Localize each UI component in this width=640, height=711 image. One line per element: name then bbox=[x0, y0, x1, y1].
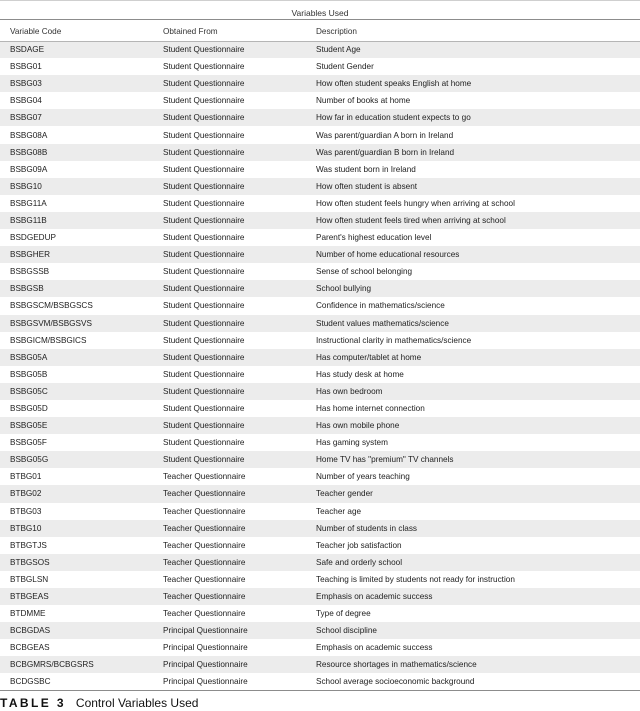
table-caption bbox=[0, 695, 640, 711]
table-body bbox=[0, 41, 640, 691]
cell-obtained-from: Student Questionnaire bbox=[163, 369, 245, 379]
cell-variable-code: BSBG11A bbox=[10, 198, 47, 208]
cell-description: How often student is absent bbox=[316, 181, 418, 191]
cell-variable-code: BCBGEAS bbox=[10, 643, 50, 653]
cell-variable-code: BSDAGE bbox=[10, 45, 45, 55]
cell-variable-code: BSBG10 bbox=[10, 181, 42, 191]
column-header-obtained-from: Obtained From bbox=[163, 26, 218, 36]
table-row bbox=[0, 58, 640, 75]
cell-obtained-from: Principal Questionnaire bbox=[163, 643, 248, 653]
cell-description: Instructional clarity in mathematics/science bbox=[316, 335, 472, 345]
table-row bbox=[0, 622, 640, 639]
table-row bbox=[0, 178, 640, 195]
cell-description: Sense of school belonging bbox=[316, 267, 413, 277]
cell-variable-code: BSBGSB bbox=[10, 284, 44, 294]
table-row bbox=[0, 400, 640, 417]
table-group-heading: Variables Used bbox=[0, 0, 640, 20]
cell-variable-code: BTBG02 bbox=[10, 489, 42, 499]
table-row bbox=[0, 280, 640, 297]
cell-obtained-from: Student Questionnaire bbox=[163, 164, 245, 174]
cell-variable-code: BSBGHER bbox=[10, 250, 51, 260]
table-row bbox=[0, 656, 640, 673]
cell-variable-code: BSBGICM/BSBGICS bbox=[10, 335, 87, 345]
cell-obtained-from: Teacher Questionnaire bbox=[163, 609, 246, 619]
cell-obtained-from: Teacher Questionnaire bbox=[163, 472, 246, 482]
cell-variable-code: BSBGSCM/BSBGSCS bbox=[10, 301, 93, 311]
table-row bbox=[0, 537, 640, 554]
cell-variable-code: BSBG05E bbox=[10, 421, 48, 431]
table-row bbox=[0, 383, 640, 400]
table-row bbox=[0, 366, 640, 383]
cell-obtained-from: Student Questionnaire bbox=[163, 318, 245, 328]
cell-variable-code: BSBG07 bbox=[10, 113, 42, 123]
cell-description: School discipline bbox=[316, 626, 377, 636]
cell-description: Has study desk at home bbox=[316, 369, 404, 379]
cell-variable-code: BSBG04 bbox=[10, 96, 42, 106]
cell-variable-code: BCBGDAS bbox=[10, 626, 51, 636]
cell-obtained-from: Principal Questionnaire bbox=[163, 660, 248, 670]
table-header-row bbox=[0, 20, 640, 41]
cell-obtained-from: Teacher Questionnaire bbox=[163, 557, 246, 567]
cell-obtained-from: Student Questionnaire bbox=[163, 79, 245, 89]
cell-variable-code: BSBG05G bbox=[10, 455, 49, 465]
cell-variable-code: BTBGSOS bbox=[10, 557, 50, 567]
cell-variable-code: BSBGSSB bbox=[10, 267, 50, 277]
cell-description: Was parent/guardian B born in Ireland bbox=[316, 147, 455, 157]
cell-variable-code: BTBG03 bbox=[10, 506, 42, 516]
cell-variable-code: BCBGMRS/BCBGSRS bbox=[10, 660, 94, 670]
table-row bbox=[0, 605, 640, 622]
control-variables-table bbox=[0, 20, 640, 691]
cell-description: Has computer/tablet at home bbox=[316, 352, 422, 362]
column-header-description: Description bbox=[316, 26, 357, 36]
cell-description: Has gaming system bbox=[316, 438, 388, 448]
cell-description: Has own mobile phone bbox=[316, 421, 400, 431]
cell-description: How often student feels tired when arriving at school bbox=[316, 215, 506, 225]
cell-variable-code: BSBG09A bbox=[10, 164, 48, 174]
table-row bbox=[0, 520, 640, 537]
cell-obtained-from: Student Questionnaire bbox=[163, 45, 245, 55]
cell-variable-code: BTDMME bbox=[10, 609, 46, 619]
cell-obtained-from: Student Questionnaire bbox=[163, 352, 245, 362]
cell-obtained-from: Teacher Questionnaire bbox=[163, 489, 246, 499]
cell-variable-code: BTBGLSN bbox=[10, 574, 49, 584]
cell-description: Number of home educational resources bbox=[316, 250, 460, 260]
cell-description: Student values mathematics/science bbox=[316, 318, 449, 328]
cell-obtained-from: Student Questionnaire bbox=[163, 438, 245, 448]
cell-description: Emphasis on academic success bbox=[316, 643, 433, 653]
table-row bbox=[0, 195, 640, 212]
cell-description: How often student speaks English at home bbox=[316, 79, 472, 89]
table-row bbox=[0, 297, 640, 314]
cell-description: Resource shortages in mathematics/science bbox=[316, 660, 477, 670]
cell-variable-code: BSBG03 bbox=[10, 79, 42, 89]
cell-variable-code: BSBG05F bbox=[10, 438, 47, 448]
cell-variable-code: BSDGEDUP bbox=[10, 233, 56, 243]
table-row bbox=[0, 485, 640, 502]
cell-description: School bullying bbox=[316, 284, 372, 294]
cell-obtained-from: Principal Questionnaire bbox=[163, 626, 248, 636]
cell-obtained-from: Student Questionnaire bbox=[163, 147, 245, 157]
cell-obtained-from: Student Questionnaire bbox=[163, 404, 245, 414]
cell-obtained-from: Student Questionnaire bbox=[163, 250, 245, 260]
cell-obtained-from: Student Questionnaire bbox=[163, 215, 245, 225]
cell-description: Emphasis on academic success bbox=[316, 592, 433, 602]
cell-description: School average socioeconomic background bbox=[316, 677, 475, 687]
table-row bbox=[0, 639, 640, 656]
cell-obtained-from: Student Questionnaire bbox=[163, 62, 245, 72]
cell-obtained-from: Principal Questionnaire bbox=[163, 677, 248, 687]
cell-description: Parent's highest education level bbox=[316, 233, 432, 243]
cell-variable-code: BTBG01 bbox=[10, 472, 42, 482]
cell-variable-code: BCDGSBC bbox=[10, 677, 51, 687]
table-row bbox=[0, 161, 640, 178]
cell-obtained-from: Student Questionnaire bbox=[163, 96, 245, 106]
table-row bbox=[0, 468, 640, 485]
cell-description: Teacher job satisfaction bbox=[316, 540, 402, 550]
cell-description: Confidence in mathematics/science bbox=[316, 301, 445, 311]
cell-description: Teacher age bbox=[316, 506, 362, 516]
table-row bbox=[0, 588, 640, 605]
cell-description: How far in education student expects to go bbox=[316, 113, 471, 123]
cell-obtained-from: Student Questionnaire bbox=[163, 421, 245, 431]
cell-obtained-from: Student Questionnaire bbox=[163, 113, 245, 123]
table-row bbox=[0, 126, 640, 143]
cell-obtained-from: Student Questionnaire bbox=[163, 130, 245, 140]
table-row bbox=[0, 41, 640, 58]
cell-description: Has own bedroom bbox=[316, 386, 383, 396]
cell-description: Home TV has "premium" TV channels bbox=[316, 455, 454, 465]
table-row bbox=[0, 75, 640, 92]
cell-obtained-from: Teacher Questionnaire bbox=[163, 540, 246, 550]
table-row bbox=[0, 263, 640, 280]
cell-description: Number of years teaching bbox=[316, 472, 410, 482]
table-row bbox=[0, 571, 640, 588]
cell-obtained-from: Student Questionnaire bbox=[163, 267, 245, 277]
cell-description: Was student born in Ireland bbox=[316, 164, 416, 174]
table-row bbox=[0, 349, 640, 366]
cell-variable-code: BSBG08A bbox=[10, 130, 48, 140]
cell-obtained-from: Student Questionnaire bbox=[163, 386, 245, 396]
table-row bbox=[0, 144, 640, 161]
table-caption-label: TABLE 3 bbox=[0, 696, 66, 711]
table-row bbox=[0, 434, 640, 451]
cell-description: Student Gender bbox=[316, 62, 374, 72]
cell-obtained-from: Teacher Questionnaire bbox=[163, 574, 246, 584]
cell-variable-code: BSBG11B bbox=[10, 215, 47, 225]
cell-obtained-from: Teacher Questionnaire bbox=[163, 592, 246, 602]
table-row bbox=[0, 315, 640, 332]
cell-description: Teaching is limited by students not ready for instruction bbox=[316, 574, 515, 584]
table-row bbox=[0, 109, 640, 126]
cell-description: Number of students in class bbox=[316, 523, 418, 533]
cell-variable-code: BSBG05B bbox=[10, 369, 48, 379]
cell-obtained-from: Student Questionnaire bbox=[163, 335, 245, 345]
table-row bbox=[0, 673, 640, 690]
cell-variable-code: BTBG10 bbox=[10, 523, 42, 533]
cell-description: Student Age bbox=[316, 45, 361, 55]
cell-variable-code: BSBG05A bbox=[10, 352, 48, 362]
cell-obtained-from: Teacher Questionnaire bbox=[163, 523, 246, 533]
table-row bbox=[0, 417, 640, 434]
table-caption-text: Control Variables Used bbox=[75, 696, 199, 711]
table-row bbox=[0, 332, 640, 349]
cell-description: Safe and orderly school bbox=[316, 557, 403, 567]
cell-description: Number of books at home bbox=[316, 96, 411, 106]
cell-variable-code: BSBG05D bbox=[10, 404, 48, 414]
table-row bbox=[0, 451, 640, 468]
cell-description: Has home internet connection bbox=[316, 404, 425, 414]
cell-description: How often student feels hungry when arriving at school bbox=[316, 198, 515, 208]
cell-description: Teacher gender bbox=[316, 489, 373, 499]
table-row bbox=[0, 229, 640, 246]
table-row bbox=[0, 92, 640, 109]
cell-variable-code: BSBG05C bbox=[10, 386, 48, 396]
cell-description: Type of degree bbox=[316, 609, 371, 619]
cell-variable-code: BSBGSVM/BSBGSVS bbox=[10, 318, 92, 328]
cell-obtained-from: Student Questionnaire bbox=[163, 284, 245, 294]
cell-description: Was parent/guardian A born in Ireland bbox=[316, 130, 454, 140]
cell-obtained-from: Student Questionnaire bbox=[163, 198, 245, 208]
table-row bbox=[0, 503, 640, 520]
cell-variable-code: BTBGTJS bbox=[10, 540, 47, 550]
cell-variable-code: BSBG08B bbox=[10, 147, 48, 157]
table-row bbox=[0, 212, 640, 229]
cell-obtained-from: Student Questionnaire bbox=[163, 233, 245, 243]
cell-obtained-from: Student Questionnaire bbox=[163, 301, 245, 311]
table-row bbox=[0, 554, 640, 571]
cell-variable-code: BTBGEAS bbox=[10, 592, 49, 602]
cell-obtained-from: Student Questionnaire bbox=[163, 181, 245, 191]
cell-variable-code: BSBG01 bbox=[10, 62, 42, 72]
cell-obtained-from: Teacher Questionnaire bbox=[163, 506, 246, 516]
column-header-variable-code: Variable Code bbox=[10, 26, 62, 36]
cell-obtained-from: Student Questionnaire bbox=[163, 455, 245, 465]
table-row bbox=[0, 246, 640, 263]
